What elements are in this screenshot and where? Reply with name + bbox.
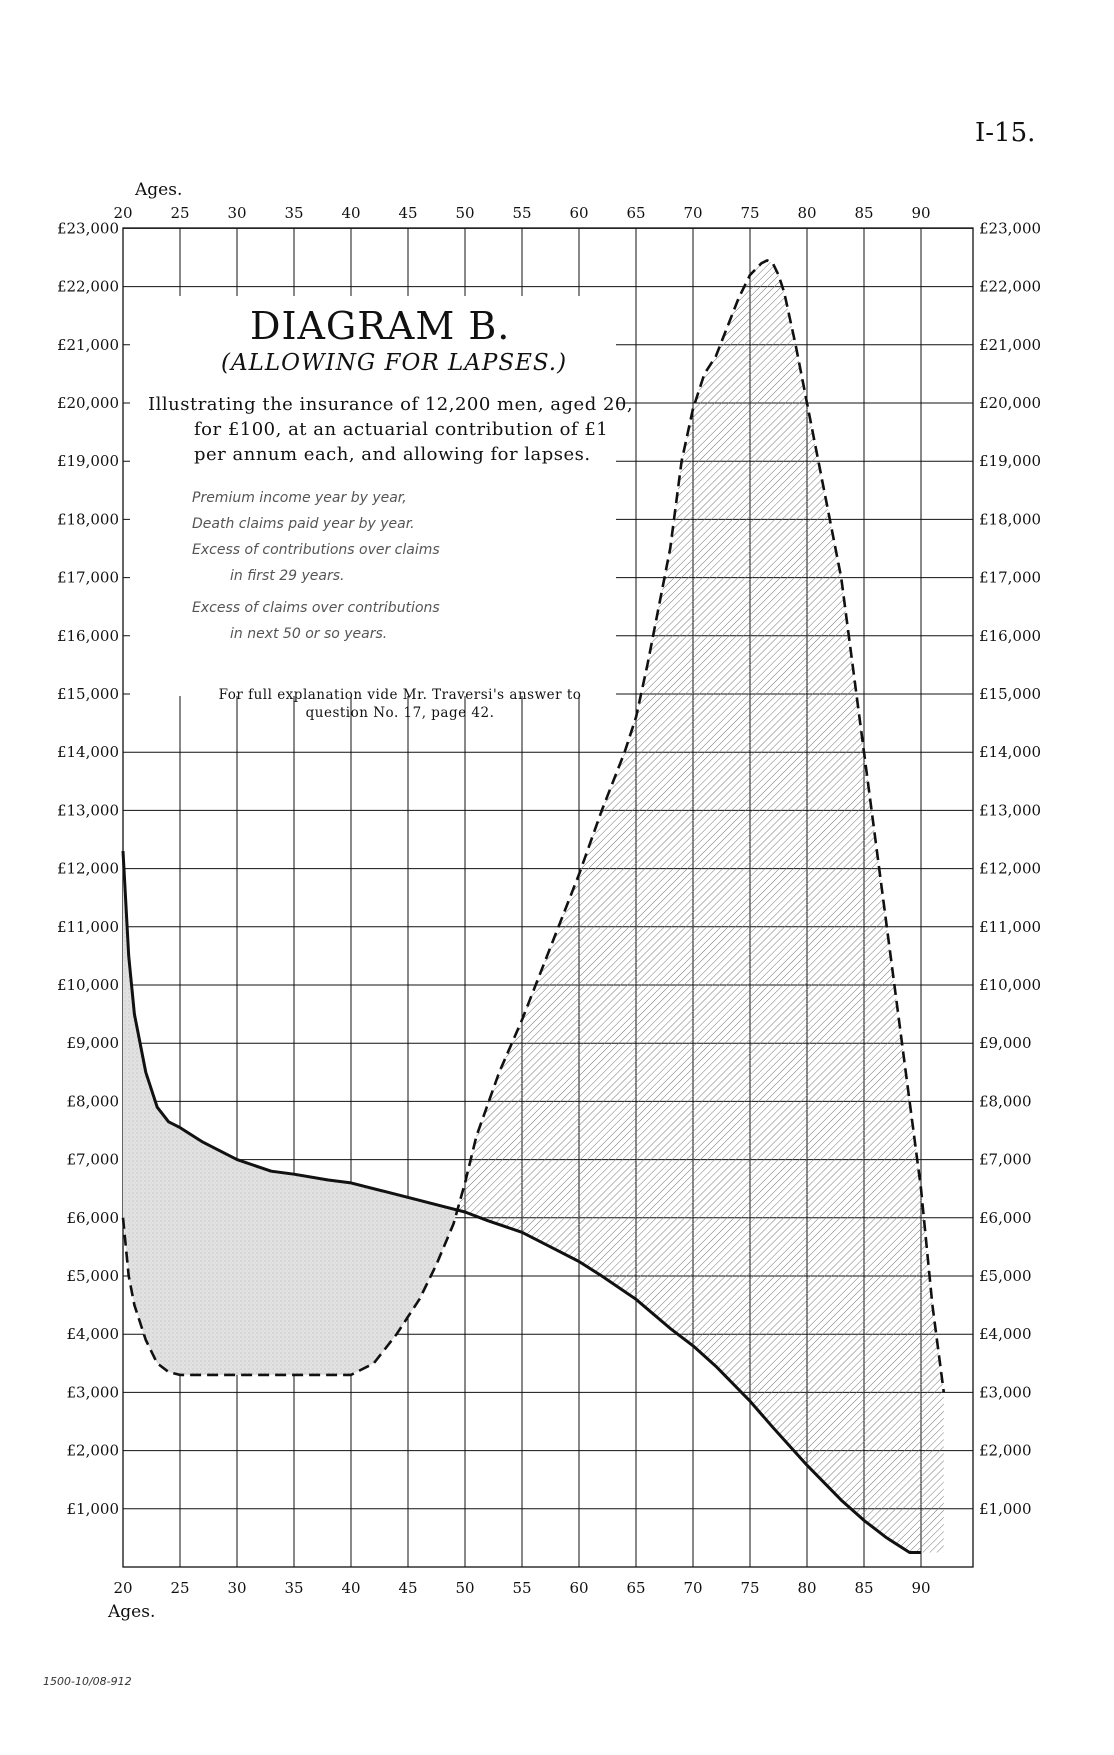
note-line: For full explanation vide Mr. Traversi's answer to bbox=[218, 687, 582, 703]
y-tick-label-right: £12,000 bbox=[979, 859, 1042, 878]
y-tick-label-right: £8,000 bbox=[979, 1092, 1032, 1111]
y-tick-label-left: £22,000 bbox=[56, 277, 119, 296]
legend-label-excess-contrib: Excess of contributions over claims bbox=[192, 542, 440, 558]
chart-subtitle: (ALLOWING FOR LAPSES.) bbox=[221, 350, 568, 376]
legend-label-excess-contrib-2: in first 29 years. bbox=[230, 568, 345, 584]
y-tick-label-right: £9,000 bbox=[979, 1034, 1032, 1053]
chart-title: DIAGRAM B. bbox=[250, 304, 511, 348]
x-tick-label-top: 65 bbox=[626, 204, 646, 222]
y-tick-label-right: £19,000 bbox=[979, 452, 1042, 471]
y-tick-label-right: £1,000 bbox=[979, 1499, 1032, 1518]
y-tick-label-right: £7,000 bbox=[979, 1150, 1032, 1169]
y-tick-label-right: £16,000 bbox=[979, 626, 1042, 645]
x-tick-label-top: 80 bbox=[797, 204, 817, 222]
x-tick-label-bottom: 20 bbox=[113, 1579, 133, 1597]
page-number: I-15. bbox=[975, 118, 1036, 148]
legend-label-claims: Death claims paid year by year. bbox=[192, 516, 415, 532]
x-tick-label-bottom: 70 bbox=[683, 1579, 703, 1597]
y-tick-label-left: £4,000 bbox=[66, 1325, 119, 1344]
y-tick-label-left: £1,000 bbox=[66, 1499, 119, 1518]
x-tick-label-bottom: 75 bbox=[740, 1579, 760, 1597]
x-tick-label-top: 45 bbox=[398, 204, 418, 222]
x-tick-label-bottom: 45 bbox=[398, 1579, 418, 1597]
y-tick-label-right: £11,000 bbox=[979, 917, 1042, 936]
y-tick-label-left: £6,000 bbox=[66, 1208, 119, 1227]
x-tick-label-bottom: 90 bbox=[911, 1579, 931, 1597]
x-tick-label-top: 55 bbox=[512, 204, 532, 222]
y-tick-label-left: £3,000 bbox=[66, 1383, 119, 1402]
y-tick-label-left: £2,000 bbox=[66, 1441, 119, 1460]
region-excess-contributions bbox=[123, 851, 459, 1375]
y-tick-label-right: £5,000 bbox=[979, 1267, 1032, 1285]
y-tick-label-right: £2,000 bbox=[979, 1441, 1032, 1460]
y-tick-label-left: £21,000 bbox=[56, 335, 119, 354]
y-tick-label-left: £16,000 bbox=[56, 626, 119, 645]
y-tick-label-right: £20,000 bbox=[979, 394, 1042, 412]
note-line: question No. 17, page 42. bbox=[305, 705, 495, 721]
y-tick-label-left: £8,000 bbox=[66, 1092, 119, 1111]
y-tick-label-right: £6,000 bbox=[979, 1208, 1032, 1227]
ages-label-top: Ages. bbox=[135, 180, 183, 200]
y-tick-label-left: £17,000 bbox=[56, 568, 119, 587]
x-tick-label-top: 40 bbox=[341, 204, 361, 222]
x-tick-label-top: 30 bbox=[227, 204, 247, 222]
y-tick-label-left: £5,000 bbox=[66, 1267, 119, 1285]
y-tick-label-left: £14,000 bbox=[56, 743, 119, 762]
y-tick-label-left: £13,000 bbox=[56, 801, 119, 820]
y-tick-label-right: £3,000 bbox=[979, 1383, 1032, 1402]
y-tick-label-left: £23,000 bbox=[56, 219, 119, 238]
explanation-note bbox=[190, 686, 610, 722]
x-tick-label-bottom: 80 bbox=[797, 1579, 817, 1597]
x-tick-label-bottom: 30 bbox=[227, 1579, 247, 1597]
x-tick-label-top: 90 bbox=[911, 204, 931, 222]
x-tick-label-top: 25 bbox=[170, 204, 190, 222]
x-tick-label-top: 60 bbox=[569, 204, 589, 222]
y-tick-label-right: £17,000 bbox=[979, 568, 1042, 587]
x-tick-label-top: 70 bbox=[683, 204, 703, 222]
x-tick-label-top: 20 bbox=[113, 204, 133, 222]
x-tick-label-top: 75 bbox=[740, 204, 760, 222]
ages-label-bottom: Ages. bbox=[108, 1602, 156, 1622]
y-tick-label-left: £10,000 bbox=[56, 976, 119, 994]
legend-label-premium: Premium income year by year, bbox=[192, 490, 407, 506]
legend-label-excess-claims: Excess of claims over contributions bbox=[192, 600, 440, 616]
description-line: per annum each, and allowing for lapses. bbox=[194, 444, 591, 465]
description-line: Illustrating the insurance of 12,200 men, aged 20, bbox=[148, 394, 634, 415]
x-tick-label-bottom: 35 bbox=[284, 1579, 304, 1597]
x-tick-label-top: 50 bbox=[455, 204, 475, 222]
y-tick-label-right: £18,000 bbox=[979, 510, 1042, 529]
x-tick-label-bottom: 85 bbox=[854, 1579, 874, 1597]
y-tick-label-right: £10,000 bbox=[979, 976, 1042, 994]
chart-description bbox=[148, 392, 638, 467]
y-tick-label-left: £19,000 bbox=[56, 452, 119, 471]
y-tick-label-left: £12,000 bbox=[56, 859, 119, 878]
x-tick-label-top: 35 bbox=[284, 204, 304, 222]
description-line: for £100, at an actuarial contribution of £1 bbox=[194, 419, 609, 440]
legend-label-excess-claims-2: in next 50 or so years. bbox=[230, 626, 388, 642]
y-tick-label-left: £11,000 bbox=[56, 917, 119, 936]
x-tick-label-bottom: 55 bbox=[512, 1579, 532, 1597]
x-tick-label-bottom: 60 bbox=[569, 1579, 589, 1597]
y-tick-label-left: £7,000 bbox=[66, 1150, 119, 1169]
x-tick-label-bottom: 40 bbox=[341, 1579, 361, 1597]
x-tick-label-bottom: 50 bbox=[455, 1579, 475, 1597]
footer-code: 1500-10/08-912 bbox=[43, 1675, 132, 1688]
y-tick-label-left: £15,000 bbox=[56, 685, 119, 703]
y-tick-label-left: £18,000 bbox=[56, 510, 119, 529]
y-tick-label-left: £20,000 bbox=[56, 394, 119, 412]
x-tick-label-top: 85 bbox=[854, 204, 874, 222]
y-tick-label-right: £23,000 bbox=[979, 219, 1042, 238]
y-tick-label-right: £14,000 bbox=[979, 743, 1042, 762]
x-tick-label-bottom: 25 bbox=[170, 1579, 190, 1597]
y-tick-label-right: £15,000 bbox=[979, 685, 1042, 703]
y-tick-label-right: £21,000 bbox=[979, 335, 1042, 354]
y-tick-label-right: £22,000 bbox=[979, 277, 1042, 296]
y-tick-label-right: £4,000 bbox=[979, 1325, 1032, 1344]
x-tick-label-bottom: 65 bbox=[626, 1579, 646, 1597]
y-tick-label-left: £9,000 bbox=[66, 1034, 119, 1053]
y-tick-label-right: £13,000 bbox=[979, 801, 1042, 820]
